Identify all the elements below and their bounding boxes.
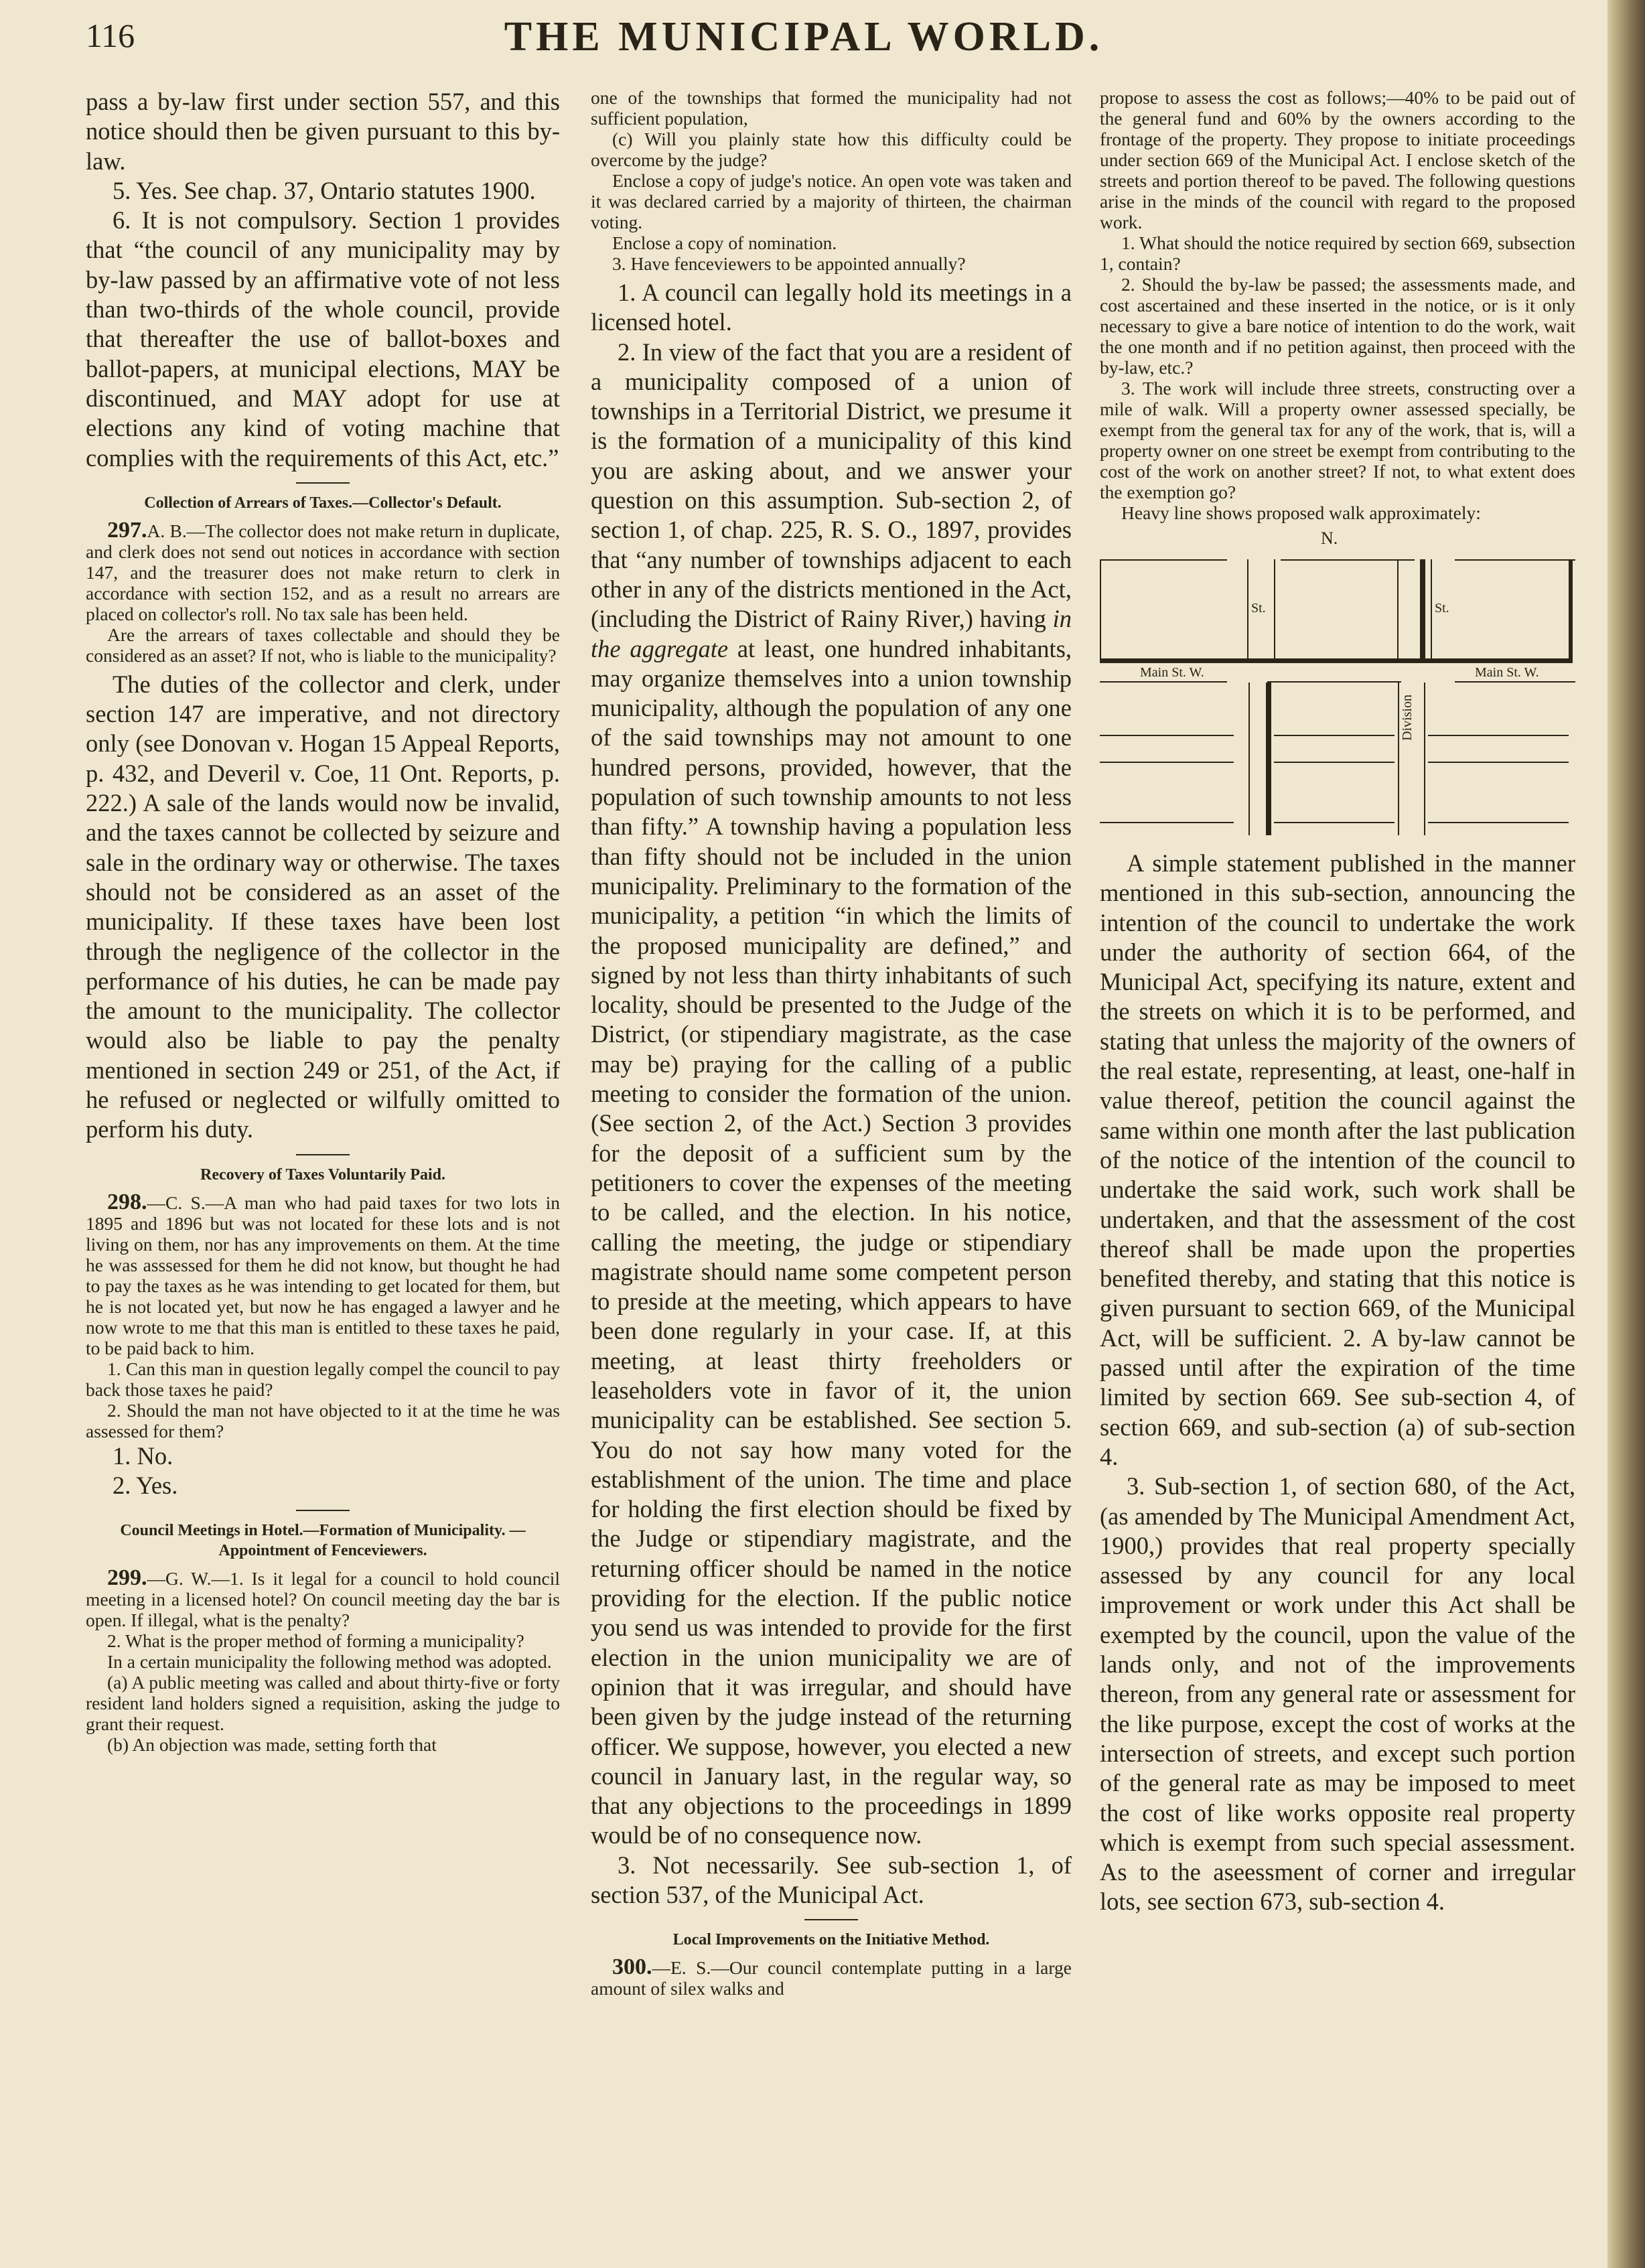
- question: Heavy line shows proposed walk approximately:: [1121, 502, 1481, 523]
- question: (b) An objection was made, setting forth that: [107, 1734, 437, 1756]
- street-label: St.: [1251, 601, 1266, 616]
- divider: [296, 1510, 350, 1511]
- answer-text: at least, one hundred inhabitants, may organize themselves into a union township municipality, although the population of any one of the said townships may not amount to one hundred persons, provided, however, that the population of such township amounts to not less than fifty.” A township having a population less than fifty should not be included in the union municipality. Preliminary to the formation of the municipality, a petition “in which the limits of the proposed municipality are defined,” and signed by not less than thirty inhabitants of such locality, should be presented to the Judge of the District, (or stipendiary magistrate, as the case may be) praying for the calling of a public meeting to consider the formation of the union. (See section 2, of the Act.) Section 3 provides for the deposit of a sufficient sum by the petitioners to cover the expenses of the meeting to be called, and the election. In his notice, calling the meeting, the judge or stipendiary magistrate should name some competent person to preside at the meeting, which appears to have been done regularly in your case. If, at this meeting, at least thirty freeholders or leaseholders vote in favor of it, the union municipality can be established. See section 5. You do not say how many voted for the establishment of the union. The time and place for holding the first election should be fixed by the Judge or stipendiary magistrate, and the returning officer should be named in the notice providing for the election. If the public notice you send us was intended to provide for the first election in the union municipality we are of opinion that it was irregular, and should have been given by the judge instead of the returning officer. We suppose, however, you elected a new council in January last, in the regular way, so that any objections to the proceedings in 1899 would be of no consequence now.: [591, 634, 1072, 1849]
- question: Are the arrears of taxes collectable and should they be considered as an asset? If not, who is liable to the municipality?: [86, 624, 560, 666]
- street-line: [1100, 681, 1227, 683]
- section-heading: Local Improvements on the Initiative Method.: [672, 1931, 990, 1949]
- street-line: [1398, 683, 1399, 835]
- street-line: [1428, 735, 1569, 736]
- question-number: 299.: [107, 1565, 147, 1591]
- street-line: [1274, 559, 1275, 658]
- question-number: 297.: [107, 517, 147, 543]
- proposed-walk: [1266, 683, 1271, 835]
- section-heading: Recovery of Taxes Voluntarily Paid.: [200, 1165, 445, 1184]
- divider: [296, 482, 350, 484]
- answer: 3. Not necessarily. See sub-section 1, of section 537, of the Municipal Act.: [591, 1851, 1072, 1909]
- question: 1. What should the notice required by section 669, subsection 1, contain?: [1100, 232, 1575, 274]
- street-line: [1274, 822, 1394, 823]
- column-2: [591, 87, 1072, 1999]
- street-line: [1100, 559, 1227, 561]
- proposed-walk: [1420, 559, 1425, 660]
- proposed-walk-main-st: [1100, 658, 1573, 663]
- street-line: [1431, 559, 1432, 660]
- street-line: [1397, 559, 1399, 658]
- question: 3. Have fenceviewers to be appointed annually?: [612, 253, 966, 274]
- answer: The duties of the collector and clerk, under section 147 are imperative, and not directory only (see Donovan v. Hogan 15 Appeal Reports, p. 432, and Deveril v. Coe, 11 Ont. Reports, p. 222.) A sale of the lands would now be invalid, and the taxes cannot be collected by seizure and sale in the ordinary way or otherwise. The taxes should not be considered as an asset of the municipality. If these taxes have been lost through the negligence of the collector in the performance of his duties, he can be made pay the amount to the municipality. The collector would also be liable to pay the penalty mentioned in section 249 or 251, of the Act, if he refused or neglected or wilfully omitted to perform his duty.: [86, 670, 560, 1143]
- street-line: [1274, 735, 1394, 736]
- question: 1. Can this man in question legally compel the council to pay back those taxes he paid?: [86, 1358, 560, 1400]
- street-line: [1100, 559, 1101, 658]
- question: 2. Should the man not have objected to it at the time he was assessed for them?: [86, 1399, 560, 1441]
- street-sketch: [1100, 527, 1575, 835]
- street-line: [1100, 762, 1234, 763]
- street-label: Main St. W.: [1475, 665, 1539, 680]
- question: 2. What is the proper method of forming a municipality?: [107, 1630, 524, 1652]
- page-number: 116: [86, 17, 135, 54]
- question-text: —E. S.—Our council contemplate putting in a large amount of silex walks and: [591, 1957, 1072, 1999]
- answer: [591, 338, 1072, 1851]
- section-heading: Collection of Arrears of Taxes.—Collector's Default.: [144, 494, 502, 512]
- street-line: [1455, 559, 1575, 561]
- street-line: [1100, 822, 1234, 823]
- street-line: [1428, 822, 1569, 823]
- divider: [296, 1154, 350, 1155]
- question: [86, 1567, 560, 1630]
- question-number: 300.: [612, 1955, 652, 1980]
- question: [591, 1957, 1072, 1999]
- column-3: [1100, 87, 1575, 1917]
- question: [86, 1189, 560, 1358]
- street-line: [1248, 683, 1250, 835]
- question: In a certain municipality the following method was adopted.: [107, 1651, 552, 1673]
- street-line: [1100, 735, 1234, 736]
- page-edge: [1607, 0, 1645, 2268]
- street-line: [1247, 559, 1248, 658]
- paragraph: 6. It is not compulsory. Section 1 provides that “the council of any municipality may by by-law passed by an affirmative vote of not less than two-thirds of the whole council, provide that thereafter the use of ballot-boxes and ballot-papers, at municipal elections, MAY be discontinued, and MAY adopt for use at elections any kind of voting machine that complies with the requirements of this Act, etc.”: [86, 206, 560, 472]
- question: 2. Should the by-law be passed; the assessments made, and cost ascertained and these inserted in the notice, or is it only necessary to give a bare notice of intention to do the work, wait the one month and if no petition against, then proceed with the by-law, etc.?: [1100, 274, 1575, 378]
- column-1: [86, 87, 560, 1755]
- street-line: [1455, 681, 1575, 683]
- street-line: [1267, 681, 1401, 683]
- street-line: [1274, 762, 1394, 763]
- question: one of the townships that formed the municipality had not sufficient population,: [591, 87, 1072, 129]
- answer-text: 2. In view of the fact that you are a resident of a municipality composed of a union of townships in a Territorial District, we presume it is the formation of a municipality of this kind you are asking about, and we answer your question on this assumption. Sub-section 2, of section 1, of chap. 225, R. S. O., 1897, provides that “any number of townships adjacent to each other in any of the districts mentioned in the Act, (including the District of Rainy River,) having: [591, 338, 1072, 633]
- answer: A simple statement published in the manner mentioned in this sub-section, announcing the intention of the council to undertake the work under the authority of section 664, of the Municipal Act, specifying its nature, extent and the streets on which it is to be performed, and stating that unless the majority of the owners of the real estate, representing, at least, one-half in value thereof, petition the council against the same within one month after the last publication of the notice of the intention of the council to undertake the said work, such work shall be undertaken, and that the assessment of the cost thereof shall be made upon the properties benefited thereby, and stating that this notice is given pursuant to section 669, of the Municipal Act, will be sufficient. 2. A by-law cannot be passed until after the expiration of the time limited by section 669. See sub-section 4, of section 669, and sub-section (a) of sub-section 4.: [1100, 849, 1575, 1470]
- paragraph: 5. Yes. See chap. 37, Ontario statutes 1900.: [113, 176, 536, 204]
- question-text: A. B.—The collector does not make return in duplicate, and clerk does not send out notices in accordance with section 147, and the treasurer does not make return to clerk in accordance with section 152, and as a result no arrears are placed on collector's roll. No tax sale has been held.: [86, 520, 560, 624]
- street-label: Main St. W.: [1140, 665, 1204, 680]
- street-line: [1281, 559, 1415, 561]
- question: 3. The work will include three streets, constructing over a mile of walk. Will a property owner assessed specially, be exempt from the general tax for any of the work, that is, will a property owner on one street be exempt from contributing to the cost of the work on another street? If not, to what extent does the exemption go?: [1100, 378, 1575, 502]
- answer: 1. No.: [113, 1441, 173, 1470]
- emphasis: in the aggregate: [591, 605, 1072, 662]
- question: propose to assess the cost as follows;—40% to be paid out of the general fund and 60% by the owners according to the frontage of the property. They propose to initiate proceedings under section 669 of the Municipal Act. I enclose sketch of the streets and portion thereof to be paved. The following questions arise in the minds of the council with regard to the proposed work.: [1100, 87, 1575, 232]
- answer: 2. Yes.: [113, 1471, 178, 1499]
- question-number: 298.: [107, 1189, 147, 1214]
- question: (a) A public meeting was called and about thirty-five or forty resident land holders signed a requisition, asking the judge to grant their request.: [86, 1672, 560, 1735]
- question: Enclose a copy of nomination.: [612, 232, 837, 253]
- answer: 3. Sub-section 1, of section 680, of the Act, (as amended by The Municipal Amendment Act, 1900,) provides that real property specially assessed by any council for any local improvement or work under this Act shall be exempted by the council, upon the value of the lands only, and not of the improvements thereon, from any general rate or assessment for the like purpose, except the cost of works at the intersection of streets, and except such portion of the general rate as may be imposed to meet the cost of like works opposite real property which is exempt from such special assessment. As to the aseessment of corner and irregular lots, see section 673, sub-section 4.: [1100, 1472, 1575, 1916]
- question: (c) Will you plainly state how this difficulty could be overcome by the judge?: [591, 129, 1072, 170]
- answer: 1. A council can legally hold its meetings in a licensed hotel.: [591, 279, 1072, 336]
- street-line: [1424, 683, 1425, 835]
- north-label: N.: [1321, 528, 1338, 548]
- divider: [804, 1919, 858, 1920]
- question: Enclose a copy of judge's notice. An open vote was taken and it was declared carried by a majority of thirteen, the chairman voting.: [591, 170, 1072, 232]
- question: [86, 517, 560, 624]
- running-title: THE MUNICIPAL WORLD.: [504, 14, 1104, 60]
- question-text: —C. S.—A man who had paid taxes for two lots in 1895 and 1896 but was not located for these lots and is not living on them, nor has any improvements on them. At the time he was asssessed for them he did not know, but thought he had to pay the taxes as he was intending to get located for them, but he is not located yet, but now he has engaged a lawyer and he now wrote to me that this man is entitled to these taxes he paid, to be paid back to him.: [86, 1192, 560, 1358]
- section-heading: Council Meetings in Hotel.—Formation of Municipality. —Appointment of Fenceviewers.: [120, 1522, 526, 1560]
- street-line: [1428, 762, 1569, 763]
- page-header: [0, 12, 1607, 79]
- question-text: —G. W.—1. Is it legal for a council to hold council meeting in a licensed hotel? On council meeting day the bar is open. If illegal, what is the penalty?: [86, 1568, 560, 1631]
- paragraph: pass a by-law first under section 557, and this notice should then be given pursuant to this by-law.: [86, 88, 560, 175]
- street-label: St.: [1435, 601, 1449, 616]
- proposed-walk: [1569, 559, 1573, 660]
- street-label: Division: [1400, 695, 1415, 741]
